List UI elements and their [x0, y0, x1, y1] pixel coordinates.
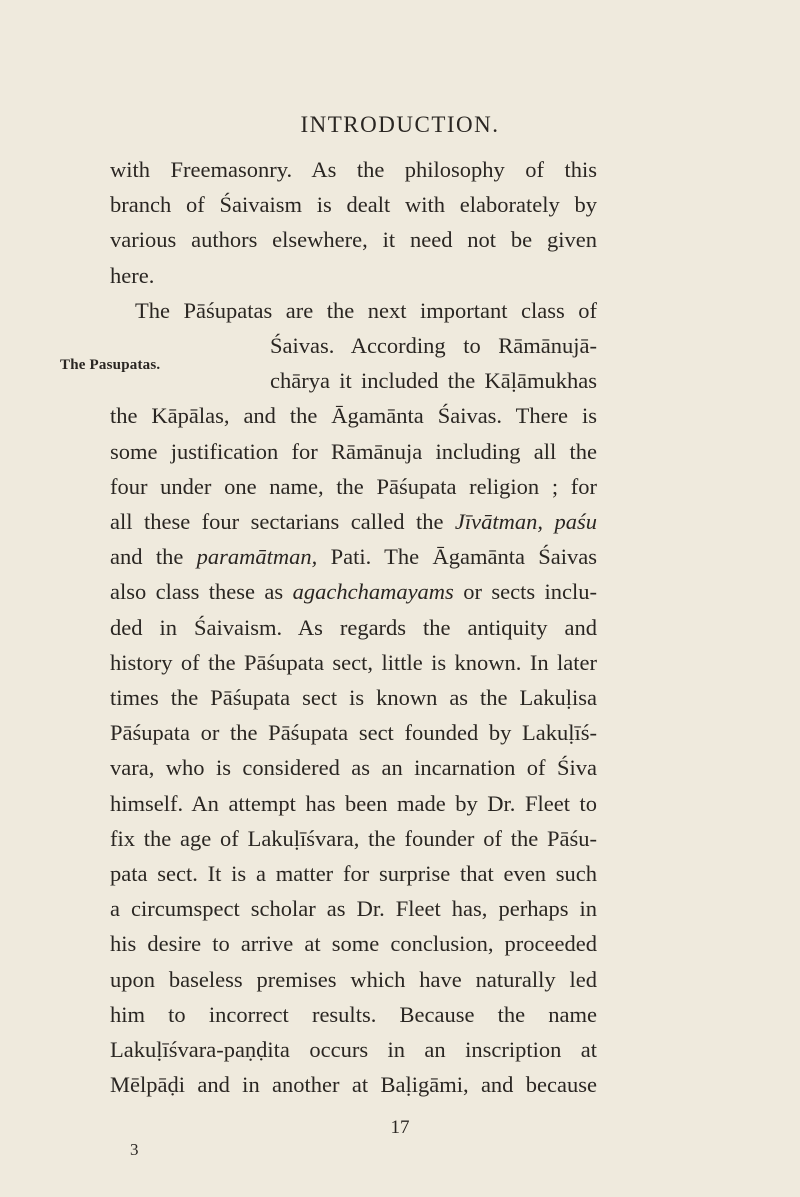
text-line: some justification for Rāmānuja including all the [110, 438, 597, 464]
text-line: Śaivas. According to Rāmānujā- [270, 333, 597, 358]
page-number: 17 [390, 1117, 410, 1139]
text-line: various authors elsewhere, it need not be given [110, 227, 597, 253]
running-header: INTRODUCTION. [300, 112, 500, 137]
text-line: Mēlpāḍi and in another at Baḷigāmi, and because [110, 1072, 597, 1098]
text-line: Lakuḷīśvara-paṇḍita occurs in an inscription at [110, 1037, 597, 1062]
text-line: branch of Śaivaism is dealt with elaborately by [110, 192, 597, 218]
text-line: times the Pāśupata sect is known as the Lakuḷisa [110, 685, 597, 710]
text-line: The Pāśupatas are the next important class of [135, 297, 597, 323]
text-line: history of the Pāśupata sect, little is known. In later [110, 649, 597, 675]
text-line: his desire to arrive at some conclusion, proceeded [110, 931, 597, 957]
signature-mark: 3 [130, 1140, 139, 1160]
text-line: vara, who is considered as an incarnation of Śiva [110, 755, 597, 781]
text-line: four under one name, the Pāśupata religion ; for [110, 473, 597, 499]
text-line: here. [110, 262, 155, 288]
text-line: pata sect. It is a matter for surprise that even such [110, 861, 597, 886]
text-line: the Kāpālas, and the Āgamānta Śaivas. There is [110, 403, 597, 429]
text-line: fix the age of Lakuḷīśvara, the founder of the Pāśu- [110, 825, 597, 851]
text-line: upon baseless premises which have naturally led [110, 966, 597, 992]
text-line: him to incorrect results. Because the name [110, 1001, 597, 1027]
text-line: ded in Śaivaism. As regards the antiquity and [110, 614, 597, 640]
text-line: himself. An attempt has been made by Dr. Fleet to [110, 790, 597, 816]
text-line: chārya it included the Kāḷāmukhas [270, 368, 597, 394]
text-line: all these four sectarians called the Jīvātman, paśu [110, 509, 598, 534]
text-line: also class these as agachchamayams or sects inclu- [110, 579, 597, 605]
margin-note: The Pasupatas. [60, 357, 161, 374]
text-line: with Freemasonry. As the philosophy of this [110, 157, 597, 182]
text-line: and the paramātman, Pati. The Āgamānta Śaivas [110, 544, 597, 570]
text-line: Pāśupata or the Pāśupata sect founded by Lakuḷīś- [110, 720, 597, 746]
text-line: a circumspect scholar as Dr. Fleet has, perhaps in [110, 896, 597, 922]
